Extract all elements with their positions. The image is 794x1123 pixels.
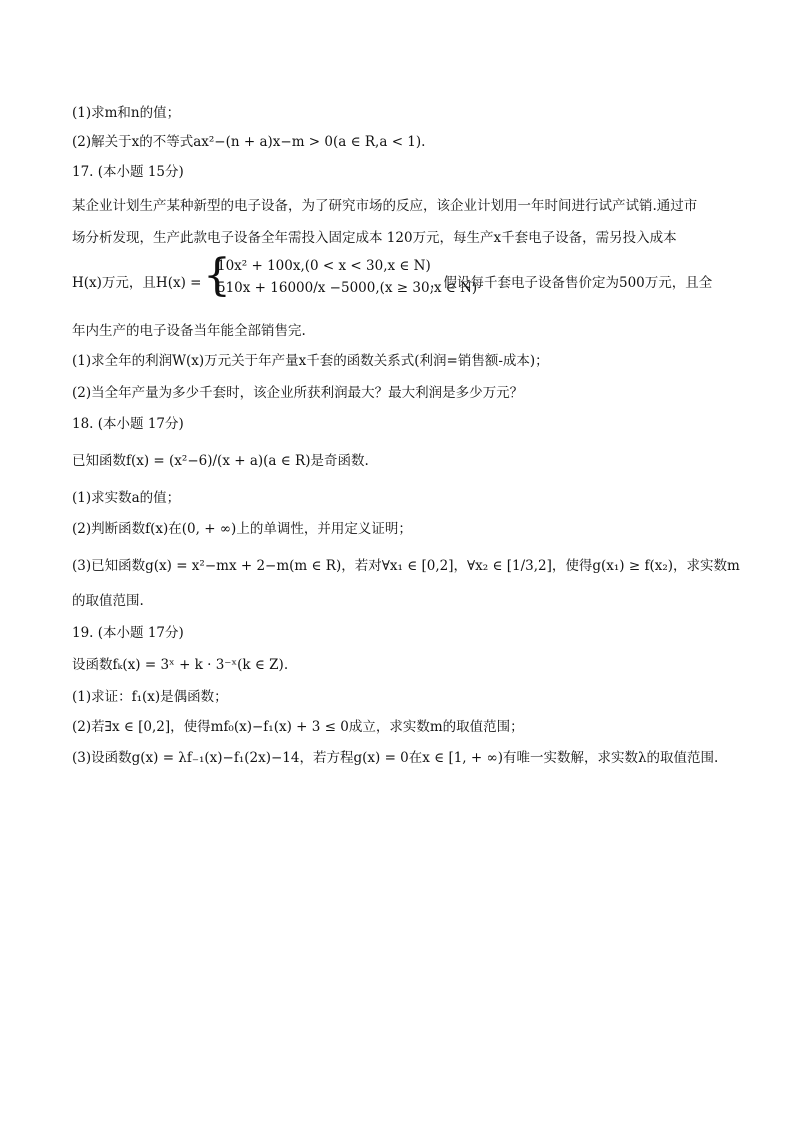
q19-sub3: (3)设函数g(x) = λf₋₁(x)−f₁(2x)−14，若方程g(x) = 0在x ∈ [1, + ∞)有唯一实数解，求实数λ的取值范围. (72, 750, 719, 766)
left-brace: { (203, 250, 231, 301)
q17-intro-line1: 某企业计划生产某种新型的电子设备，为了研究市场的反应，该企业计划用一年时间进行试产试销.通过市 (72, 198, 698, 214)
q18-sub3: (3)已知函数g(x) = x²−mx + 2−m(m ∈ R)，若对∀x₁ ∈ [0,2]，∀x₂ ∈ [1/3,2]，使得g(x₁) ≥ f(x₂)，求实数m (72, 558, 740, 574)
q18-header: 18. (本小题 17分) (72, 416, 184, 432)
q16-sub1: (1)求m和n的值； (72, 105, 181, 121)
q17-sub2: (2)当全年产量为多少千套时，该企业所获利润最大？最大利润是多少万元？ (72, 385, 524, 401)
q17-piece-label: H(x)万元，且H(x) = (72, 275, 202, 291)
q18-sub2: (2)判断函数f(x)在(0, + ∞)上的单调性，并用定义证明； (72, 521, 412, 537)
q19-sub1: (1)求证：f₁(x)是偶函数； (72, 689, 228, 705)
q17-sub1: (1)求全年的利润W(x)万元关于年产量x千套的函数关系式(利润=销售额-成本)； (72, 353, 549, 369)
q18-intro: 已知函数f(x) = (x²−6)/(x + a)(a ∈ R)是奇函数. (72, 453, 369, 469)
q17-header: 17. (本小题 15分) (72, 164, 184, 180)
q18-sub3-cont: 的取值范围. (72, 593, 144, 609)
q17-piecewise-function (72, 250, 732, 304)
q19-sub2: (2)若∃x ∈ [0,2]，使得mf₀(x)−f₁(x) + 3 ≤ 0成立，求实数m的取值范围； (72, 719, 524, 735)
q17-intro-line4: 年内生产的电子设备当年能全部销售完. (72, 323, 306, 339)
q16-sub2: (2)解关于x的不等式ax²−(n + a)x−m > 0(a ∈ R,a < 1). (72, 134, 426, 150)
q18-sub1: (1)求实数a的值； (72, 490, 181, 506)
q17-intro-line2: 场分析发现，生产此款电子设备全年需投入固定成本 120万元，每生产x千套电子设备，需另投入成本 (72, 230, 677, 246)
q19-intro: 设函数fₖ(x) = 3ˣ + k · 3⁻ˣ(k ∈ Z). (72, 657, 289, 673)
q17-case2: 510x + 16000/x −5000,(x ≥ 30,x ∈ N) (217, 280, 478, 296)
q19-header: 19. (本小题 17分) (72, 625, 184, 641)
q17-piece-tail: ，假设每千套电子设备售价定为500万元，且全 (430, 275, 713, 291)
q17-case1: 10x² + 100x,(0 < x < 30,x ∈ N) (217, 258, 431, 274)
